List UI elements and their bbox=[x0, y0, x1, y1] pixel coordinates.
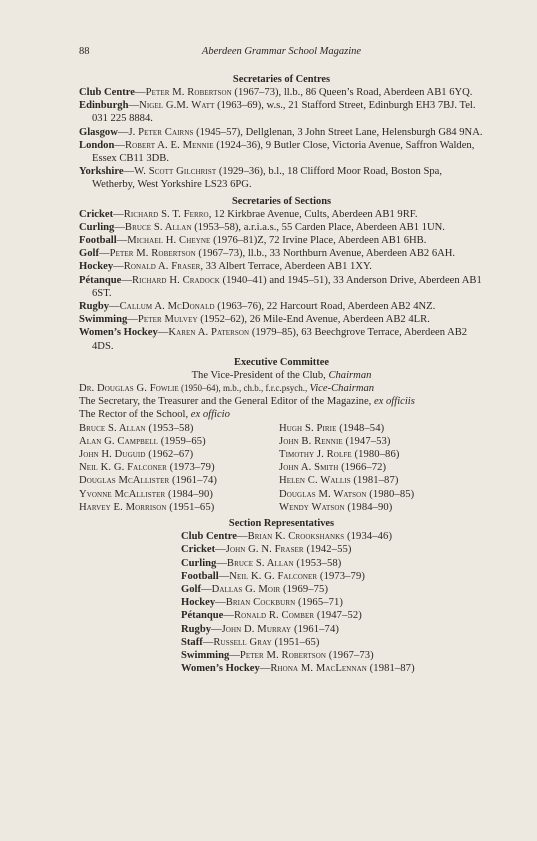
entry-detail: (1953–58), a.r.i.a.s., 55 Carden Place, Aberdeen AB1 1UN. bbox=[191, 221, 445, 233]
entry-detail: (1929–36), b.l., 18 Clifford Moor Road, Boston Spa, Wetherby, West Yorkshire LS23 6PG. bbox=[92, 166, 443, 191]
entry-place: Pétanque bbox=[79, 274, 122, 286]
list-item: Football—Michael H. Cheyne (1976–81)Z, 72 Irvine Place, Aberdeen AB1 6HB. bbox=[79, 235, 427, 247]
entry-name: Karen A. Paterson bbox=[168, 327, 250, 339]
entry-place: Edinburgh bbox=[79, 100, 129, 112]
committee-members bbox=[79, 422, 484, 514]
sections-list bbox=[79, 208, 484, 353]
rep-place: Curling bbox=[181, 557, 217, 569]
vice-president-line: The Vice-President of the Club, Chairman bbox=[191, 369, 372, 381]
entry-place: Curling bbox=[79, 221, 115, 233]
committee-member: Helen C. Wallis (1981–87) bbox=[279, 475, 399, 487]
rector-line: The Rector of the School, ex officio bbox=[79, 409, 230, 421]
list-item: Glasgow—J. Peter Cairns (1945–57), Dellglenan, 3 John Street Lane, Helensburgh G84 9NA. bbox=[79, 126, 483, 138]
entry-place: Hockey bbox=[79, 261, 114, 273]
committee-member: Douglas M. Watson (1980–85) bbox=[279, 488, 415, 500]
entry-detail: (1924–36), 9 Butler Close, Victoria Avenue, Saffron Walden, Essex CB11 3DB. bbox=[92, 139, 475, 165]
list-item: Golf—Peter M. Robertson (1967–73), ll.b., 33 Northburn Avenue, Aberdeen AB2 6AH. bbox=[79, 248, 456, 260]
committee-member: John A. Smith (1966–72) bbox=[279, 462, 387, 474]
entry-name: Peter Mulvey bbox=[137, 314, 198, 326]
entry-detail: (1952–62), 26 Mile-End Avenue, Aberdeen AB2 4LR. bbox=[197, 314, 430, 326]
entry-detail: (1963–69), w.s., 21 Stafford Street, Edinburgh EH3 7BJ. Tel. 031 225 8884. bbox=[92, 100, 476, 125]
entry-detail: (1940–41) and 1945–51), 33 Anderson Drive, Aberdeen AB1 6ST. bbox=[92, 274, 482, 299]
entry-place: Cricket bbox=[79, 208, 114, 220]
entry-place: Women’s Hockey bbox=[79, 327, 158, 339]
committee-member: Bruce S. Allan (1953–58) bbox=[79, 422, 194, 434]
entry-detail: (1945–57), Dellglenan, 3 John Street Lane, Helensburgh G84 9NA. bbox=[193, 126, 483, 138]
committee-member: Timothy J. Rolfe (1980–86) bbox=[279, 449, 400, 461]
rep-name: Brian K. Crookshanks (1934–46) bbox=[247, 531, 393, 543]
rep-place: Staff bbox=[181, 636, 203, 648]
entry-name: Peter M. Robertson bbox=[109, 248, 196, 260]
list-item: Cricket—John G. N. Fraser (1942–55) bbox=[181, 544, 352, 556]
representatives-list bbox=[79, 530, 484, 675]
rep-name: Dallas G. Moir (1969–75) bbox=[211, 583, 329, 595]
rep-name: John D. Murray (1961–74) bbox=[221, 623, 339, 635]
entry-place: Golf bbox=[79, 248, 100, 260]
rep-place: Golf bbox=[181, 583, 202, 595]
rep-place: Women’s Hockey bbox=[181, 663, 260, 675]
officers-line: The Secretary, the Treasurer and the General Editor of the Magazine, ex officiis bbox=[79, 396, 415, 408]
committee-member: Yvonne McAllister (1984–90) bbox=[79, 488, 214, 500]
entry-name: J. Peter Cairns bbox=[128, 126, 194, 138]
entry-name: Peter M. Robertson bbox=[145, 87, 232, 98]
rep-place: Football bbox=[181, 570, 219, 582]
committee-member: Hugh S. Pirie (1948–54) bbox=[279, 422, 385, 434]
list-item: Edinburgh—Nigel G.M. Watt (1963–69), w.s., 21 Stafford Street, Edinburgh EH3 7BJ. Tel. 031 225 8884. bbox=[79, 100, 476, 125]
rep-place: Pétanque bbox=[181, 610, 224, 622]
page-number: 88 bbox=[79, 46, 90, 57]
list-item: Cricket—Richard S. T. Ferro, 12 Kirkbrae Avenue, Cults, Aberdeen AB1 9RF. bbox=[79, 208, 418, 220]
entry-place: Rugby bbox=[79, 301, 110, 313]
entry-place: Swimming bbox=[79, 314, 128, 326]
page-content bbox=[79, 73, 484, 675]
entry-name: W. Scott Gilchrist bbox=[134, 166, 217, 178]
entry-place: Football bbox=[79, 235, 117, 247]
list-item: Rugby—John D. Murray (1961–74) bbox=[181, 623, 339, 635]
running-title: Aberdeen Grammar School Magazine bbox=[201, 46, 362, 57]
rep-name: John G. N. Fraser (1942–55) bbox=[225, 544, 352, 556]
entry-name: Bruce S. Allan bbox=[124, 221, 192, 233]
list-item: Women’s Hockey—Karen A. Paterson (1979–85), 63 Beechgrove Terrace, Aberdeen AB2 4DS. bbox=[79, 327, 468, 352]
entry-detail: (1967–73), ll.b., 86 Queen’s Road, Aberdeen AB1 6YQ. bbox=[231, 87, 473, 98]
list-item: London—Robert A. E. Mennie (1924–36), 9 Butler Close, Victoria Avenue, Saffron Walden, Essex CB11 3DB. bbox=[79, 139, 475, 165]
entry-name: Ronald A. Fraser bbox=[123, 261, 201, 273]
list-item: Women’s Hockey—Rhona M. MacLennan (1981–87) bbox=[181, 663, 415, 675]
committee-member: Wendy Watson (1984–90) bbox=[279, 501, 393, 513]
list-item: Hockey—Brian Cockburn (1965–71) bbox=[181, 597, 344, 609]
representatives-heading: Section Representatives bbox=[228, 518, 335, 530]
entry-detail: , 33 Albert Terrace, Aberdeen AB1 1XY. bbox=[200, 261, 372, 273]
list-item: Club Centre—Peter M. Robertson (1967–73), ll.b., 86 Queen’s Road, Aberdeen AB1 6YQ. bbox=[79, 87, 473, 98]
committee-member: Alan G. Campbell (1959–65) bbox=[79, 435, 206, 447]
rep-name: Russell Gray (1951–65) bbox=[213, 636, 320, 648]
list-item: Pétanque—Richard H. Cradock (1940–41) and 1945–51), 33 Anderson Drive, Aberdeen AB1 6ST. bbox=[79, 274, 482, 299]
list-item: Yorkshire—W. Scott Gilchrist (1929–36), b.l., 18 Clifford Moor Road, Boston Spa, Wetherby, West Yorkshire LS23 6PG. bbox=[79, 166, 443, 191]
committee-member: John H. Duguid (1962–67) bbox=[79, 449, 194, 461]
entry-place: Glasgow bbox=[79, 126, 118, 138]
entry-detail: (1979–85), 63 Beechgrove Terrace, Aberdeen AB2 4DS. bbox=[92, 327, 468, 352]
entry-name: Richard H. Cradock bbox=[131, 274, 220, 286]
list-item: Swimming—Peter Mulvey (1952–62), 26 Mile-End Avenue, Aberdeen AB2 4LR. bbox=[79, 314, 430, 326]
list-item: Golf—Dallas G. Moir (1969–75) bbox=[181, 583, 329, 595]
entry-name: Richard S. T. Ferro bbox=[123, 208, 209, 220]
committee-heading: Executive Committee bbox=[234, 356, 329, 368]
list-item: Club Centre—Brian K. Crookshanks (1934–46) bbox=[181, 531, 393, 543]
entry-detail: (1963–76), 22 Harcourt Road, Aberdeen AB2 4NZ. bbox=[214, 301, 436, 313]
centres-heading: Secretaries of Centres bbox=[232, 74, 331, 85]
entry-detail: (1976–81)Z, 72 Irvine Place, Aberdeen AB1 6HB. bbox=[210, 235, 427, 247]
rep-place: Hockey bbox=[181, 597, 216, 609]
rep-place: Swimming bbox=[181, 649, 230, 661]
rep-name: Bruce S. Allan (1953–58) bbox=[226, 557, 342, 569]
entry-name: Michael H. Cheyne bbox=[127, 235, 211, 247]
list-item: Pétanque—Ronald R. Comber (1947–52) bbox=[181, 610, 362, 622]
rep-place: Cricket bbox=[181, 544, 216, 556]
list-item: Staff—Russell Gray (1951–65) bbox=[181, 636, 320, 648]
rep-place: Club Centre bbox=[181, 531, 238, 543]
committee-member: John B. Rennie (1947–53) bbox=[279, 435, 391, 447]
centres-list bbox=[79, 86, 484, 192]
entry-place: London bbox=[79, 139, 115, 151]
rep-place: Rugby bbox=[181, 623, 212, 635]
entry-name: Nigel G.M. Watt bbox=[139, 100, 215, 112]
vice-chairman-line: Dr. Douglas G. Fowlie (1950–64), m.b., ch.b., f.r.c.psych., Vice-Chairman bbox=[79, 383, 375, 395]
entry-detail: (1967–73), ll.b., 33 Northburn Avenue, Aberdeen AB2 6AH. bbox=[195, 248, 456, 260]
rep-name: Ronald R. Comber (1947–52) bbox=[233, 610, 362, 622]
committee-member: Neil K. G. Falconer (1973–79) bbox=[79, 462, 215, 474]
list-item: Curling—Bruce S. Allan (1953–58) bbox=[181, 557, 342, 569]
page-header bbox=[79, 46, 484, 60]
entry-detail: , 12 Kirkbrae Avenue, Cults, Aberdeen AB1 9RF. bbox=[208, 208, 418, 220]
list-item: Hockey—Ronald A. Fraser, 33 Albert Terrace, Aberdeen AB1 1XY. bbox=[79, 261, 372, 273]
entry-place: Club Centre bbox=[79, 87, 136, 98]
entry-name: Callum A. McDonald bbox=[119, 301, 215, 313]
sections-heading: Secretaries of Sections bbox=[231, 195, 332, 207]
list-item: Rugby—Callum A. McDonald (1963–76), 22 Harcourt Road, Aberdeen AB2 4NZ. bbox=[79, 301, 436, 313]
list-item: Swimming—Peter M. Robertson (1967–73) bbox=[181, 649, 374, 661]
rep-name: Rhona M. MacLennan (1981–87) bbox=[270, 663, 415, 675]
entry-place: Yorkshire bbox=[79, 166, 124, 178]
rep-name: Neil K. G. Falconer (1973–79) bbox=[229, 570, 365, 582]
rep-name: Brian Cockburn (1965–71) bbox=[225, 597, 344, 609]
rep-name: Peter M. Robertson (1967–73) bbox=[239, 649, 374, 661]
list-item: Football—Neil K. G. Falconer (1973–79) bbox=[181, 570, 365, 582]
committee-member: Harvey E. Morrison (1951–65) bbox=[79, 501, 215, 513]
committee-member: Douglas McAllister (1961–74) bbox=[79, 475, 218, 487]
list-item: Curling—Bruce S. Allan (1953–58), a.r.i.a.s., 55 Carden Place, Aberdeen AB1 1UN. bbox=[79, 221, 445, 233]
entry-name: Robert A. E. Mennie bbox=[124, 139, 214, 151]
